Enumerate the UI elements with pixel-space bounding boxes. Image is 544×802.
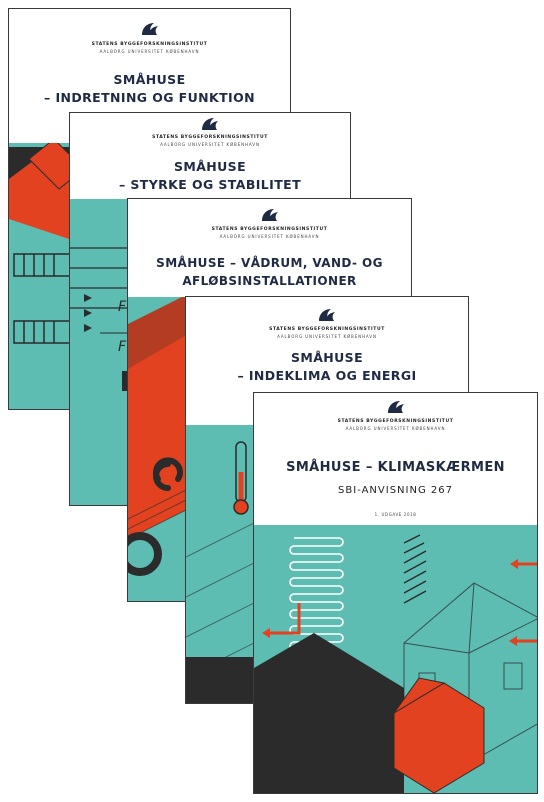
university-logo-icon — [260, 207, 280, 223]
book-subtitle: SBI-ANVISNING 267 — [338, 485, 453, 496]
svg-text:F: F — [118, 339, 127, 355]
book-title: SMÅHUSE – KLIMASKÆRMEN — [286, 460, 505, 475]
publisher-line2: AALBORG UNIVERSITET KØBENHAVN — [345, 426, 446, 431]
university-logo-icon — [317, 307, 337, 323]
publisher-line1: STATENS BYGGEFORSKNINGSINSTITUT — [152, 135, 268, 140]
book-title: SMÅHUSE – STYRKE OG STABILITET — [118, 159, 302, 192]
cover-header — [254, 393, 537, 525]
university-logo-icon — [200, 116, 220, 132]
university-logo-icon — [140, 21, 160, 37]
publisher-line2: AALBORG UNIVERSITET KØBENHAVN — [219, 234, 320, 239]
cover-header — [128, 199, 411, 297]
edition-date: 1. UDGAVE 2018 — [374, 512, 417, 517]
publisher-line1: STATENS BYGGEFORSKNINGSINSTITUT — [269, 327, 385, 332]
publisher-line2: AALBORG UNIVERSITET KØBENHAVN — [277, 334, 377, 339]
cover-header — [70, 113, 350, 199]
book-title: SMÅHUSE – VÅDRUM, VAND- OG AFLØBSINSTALLATIONER — [156, 256, 383, 288]
university-logo-icon — [386, 399, 406, 415]
publisher-line1: STATENS BYGGEFORSKNINGSINSTITUT — [91, 42, 208, 47]
book-title: SMÅHUSE – INDRETNING OG FUNKTION — [44, 72, 255, 105]
publisher-line1: STATENS BYGGEFORSKNINGSINSTITUT — [337, 419, 454, 424]
book-cover-klimaskaermen[interactable] — [253, 392, 538, 794]
book-title: SMÅHUSE – INDEKLIMA OG ENERGI — [237, 350, 417, 383]
publisher-line2: AALBORG UNIVERSITET KØBENHAVN — [99, 49, 200, 54]
publisher-line2: AALBORG UNIVERSITET KØBENHAVN — [160, 142, 260, 147]
svg-text:F: F — [118, 299, 127, 315]
publisher-line1: STATENS BYGGEFORSKNINGSINSTITUT — [211, 227, 328, 232]
